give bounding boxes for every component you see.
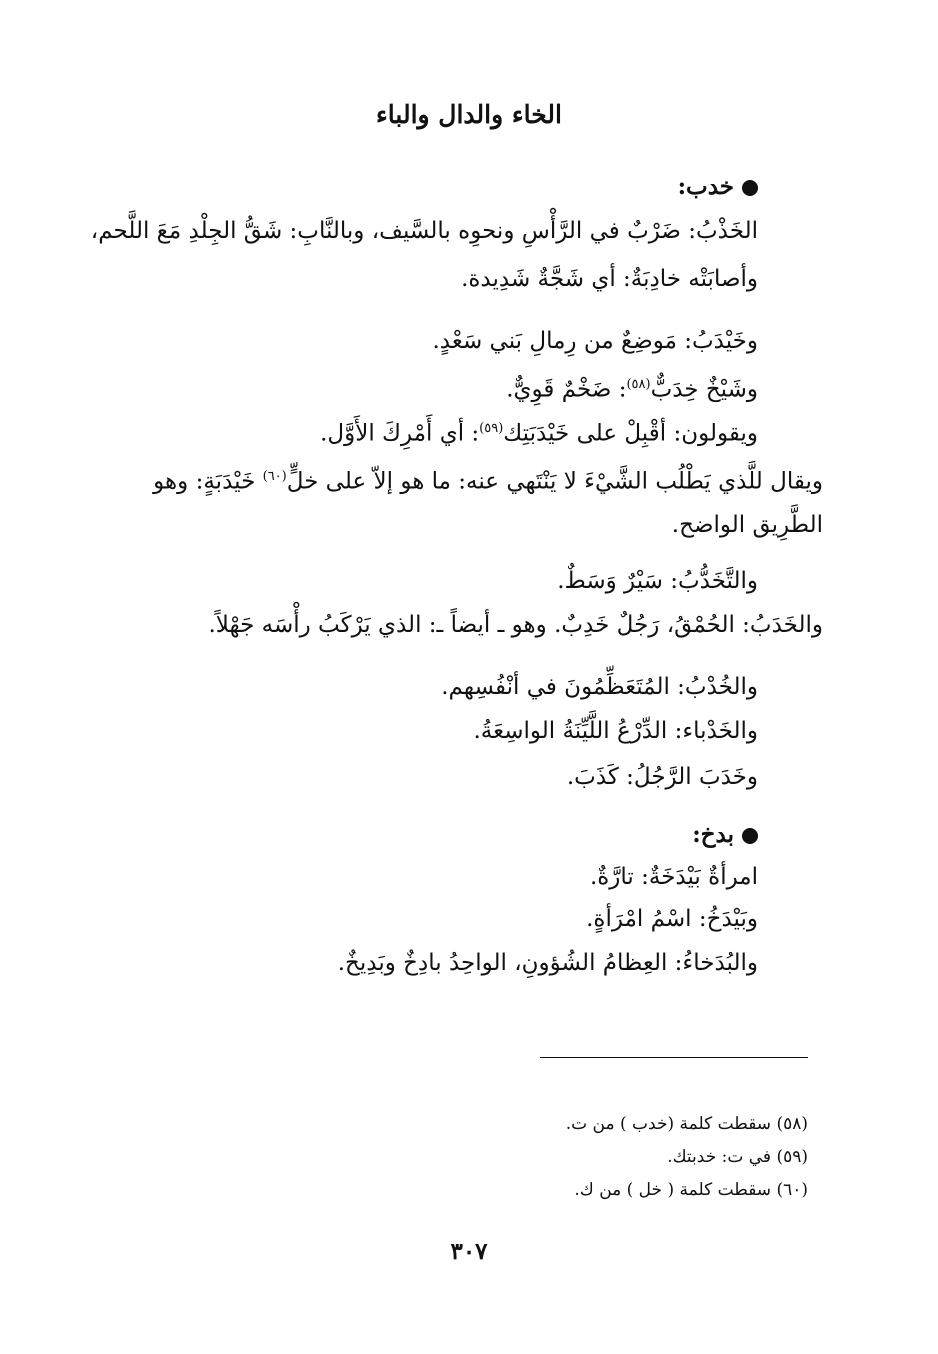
text-line (320, 414, 758, 449)
footnote: (٥٩) في ت: خدبتك. (667, 1147, 808, 1167)
bullet-icon (742, 180, 758, 196)
text-line: وخَدَبَ الرَّجُلُ: كَذَبَ. (566, 764, 758, 790)
section-heading-text: خدب: (677, 173, 734, 200)
text-segment: وشَيْخٌ خِدَبٌّ (650, 376, 758, 403)
text-line: وأصابَتْه خادِبَةٌ: أي شَجَّةٌ شَدِيدة. (461, 266, 758, 292)
text-line: الطَّرِيق الواضح. (671, 512, 823, 538)
text-line: الخَذْبُ: ضَرْبٌ في الرَّأْسِ ونحوِه بالسَّيف، وبالنَّابِ: شَقُّ الجِلْدِ مَعَ اللَّحم، (90, 218, 758, 244)
section-heading-khdb (678, 172, 758, 202)
text-line: والبُدَخاءُ: العِظامُ الشُؤونِ، الواحِدُ بادِخٌ وبَدِيخٌ. (337, 950, 758, 976)
text-line: والخُدْبُ: المُتَعَظِّمُونَ في أنْفُسِهم. (441, 674, 758, 700)
footnote-divider (540, 1057, 808, 1058)
text-segment: : ضَخْمٌ قَوِيٌّ. (506, 376, 627, 403)
page-number: ٣٠٧ (450, 1238, 488, 1265)
text-line (153, 462, 823, 497)
section-heading-bdkh (692, 820, 758, 850)
footnote-ref-58: (٥٨) (626, 377, 651, 392)
text-segment: : أي أَمْرِكَ الأَوَّل. (320, 420, 480, 447)
footnote: (٦٠) سقطت كلمة ( خل ) من ك. (574, 1180, 808, 1200)
text-segment: ويقولون: أقْبِلْ على خَيْدَبَتِك (503, 420, 758, 447)
section-heading-text: بدخ: (692, 821, 734, 848)
text-line: وبَيْدَخُ: اسْمُ امْرَأةٍ. (586, 906, 758, 932)
footnote: (٥٨) سقطت كلمة (خدب ) من ت. (565, 1114, 808, 1134)
bullet-icon (742, 828, 758, 844)
text-line: وخَيْدَبُ: مَوضِعٌ من رِمالِ بَني سَعْدٍ. (432, 328, 758, 354)
text-segment: ويقال للَّذي يَطْلُب الشَّيْءَ لا يَنْتَهي عنه: ما هو إلاّ على خلٍّ (286, 468, 823, 495)
footnote-ref-60: (٦٠) (262, 469, 287, 484)
text-line: والخَدَبُ: الحُمْقُ، رَجُلٌ خَدِبٌ. وهو ـ أيضاً ـ: الذي يَرْكَبُ رأْسَه جَهْلاً. (208, 612, 823, 638)
page-header: الخاء والدال والباء (376, 100, 562, 129)
text-line: امرأةٌ بَيْدَخَةٌ: تارَّةٌ. (589, 864, 758, 890)
text-line: والخَدْباء: الدِّرْعُ اللَّيِّنَةُ الواسِعَةُ. (473, 718, 758, 744)
text-line: والتَّخَدُّبُ: سَيْرٌ وَسَطٌ. (557, 568, 758, 594)
footnote-ref-59: (٥٩) (479, 421, 504, 436)
text-line (506, 370, 758, 405)
text-segment: خَيْدَبَةٍ: وهو (153, 468, 263, 495)
